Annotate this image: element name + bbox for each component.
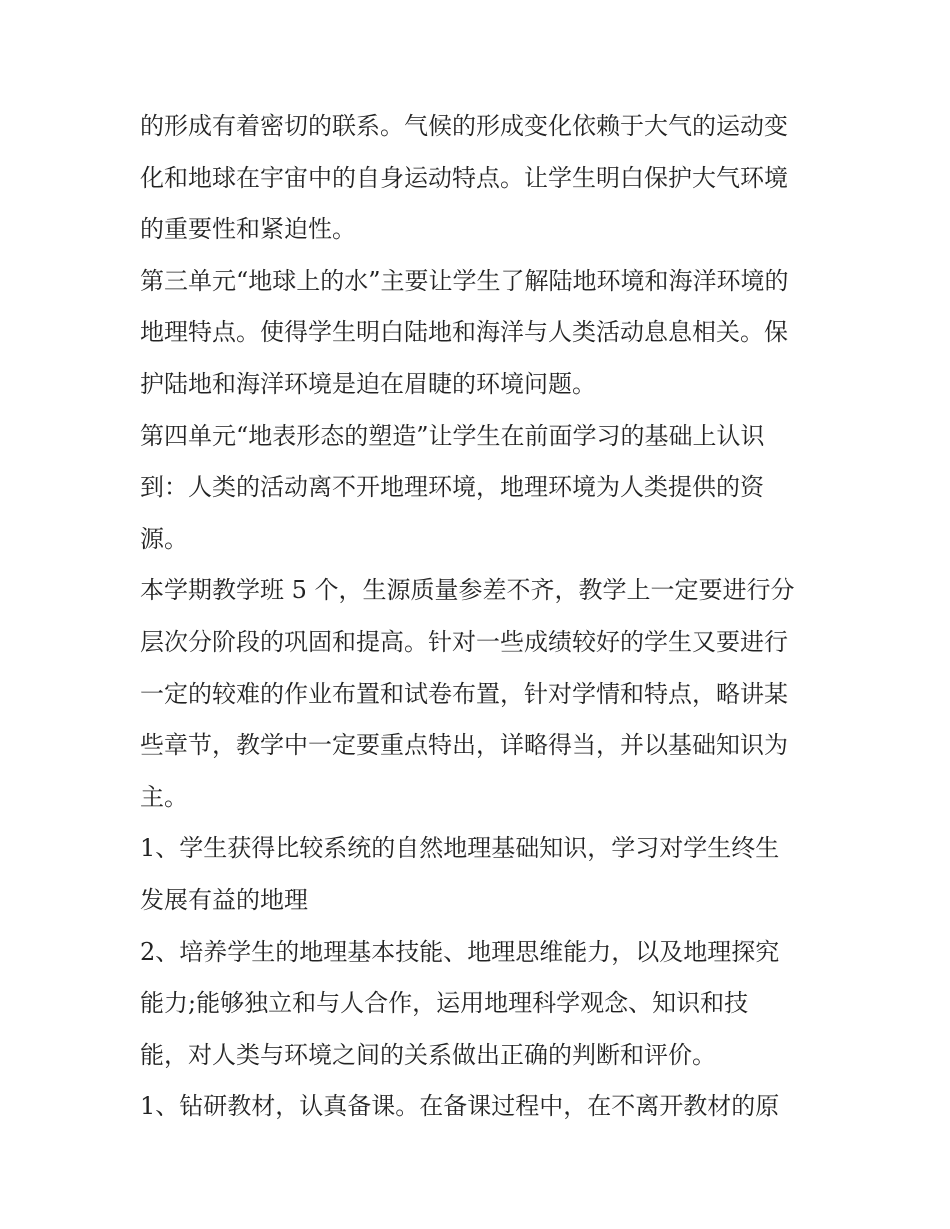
- text-line: 些章节，教学中一定要重点特出，详略得当，并以基础知识为: [140, 731, 788, 760]
- text-line: 第四单元“地表形态的塑造”让学生在前面学习的基础上认识: [140, 421, 765, 450]
- text-line: 护陆地和海洋环境是迫在眉睫的环境问题。: [140, 369, 596, 398]
- paragraph-7: [140, 1081, 820, 1133]
- text-line: 一定的较难的作业布置和试卷布置，针对学情和特点，略讲某: [140, 679, 788, 708]
- text-line: 源。: [140, 524, 188, 553]
- text-line: 本学期教学班 5 个，生源质量参差不齐，教学上一定要进行分: [140, 576, 795, 605]
- text-line: 1、学生获得比较系统的自然地理基础知识，学习对学生终生: [140, 834, 780, 863]
- document-body: [140, 101, 820, 1133]
- text-line: 化和地球在宇宙中的自身运动特点。让学生明白保护大气环境: [140, 163, 788, 192]
- paragraph-1: [140, 101, 820, 256]
- text-line: 能力;能够独立和与人合作，运用地理科学观念、知识和技: [140, 989, 749, 1018]
- paragraph-4: [140, 565, 820, 823]
- text-line: 主。: [140, 782, 188, 811]
- paragraph-6: [140, 927, 820, 1082]
- paragraph-2: [140, 256, 820, 411]
- text-line: 的重要性和紧迫性。: [140, 215, 356, 244]
- paragraph-3: [140, 411, 820, 566]
- text-line: 2、培养学生的地理基本技能、地理思维能力，以及地理探究: [140, 937, 780, 966]
- text-line: 层次分阶段的巩固和提高。针对一些成绩较好的学生又要进行: [140, 627, 788, 656]
- text-line: 第三单元“地球上的水”主要让学生了解陆地环境和海洋环境的: [140, 266, 789, 295]
- text-line: 到：人类的活动离不开地理环境，地理环境为人类提供的资: [140, 473, 764, 502]
- text-line: 发展有益的地理: [140, 885, 308, 914]
- text-line: 地理特点。使得学生明白陆地和海洋与人类活动息息相关。保: [140, 318, 788, 347]
- paragraph-5: [140, 823, 820, 926]
- text-line: 的形成有着密切的联系。气候的形成变化依赖于大气的运动变: [140, 112, 788, 140]
- text-line: 1、钻研教材，认真备课。在备课过程中，在不离开教材的原: [140, 1092, 780, 1121]
- text-line: 能，对人类与环境之间的关系做出正确的判断和评价。: [140, 1040, 716, 1069]
